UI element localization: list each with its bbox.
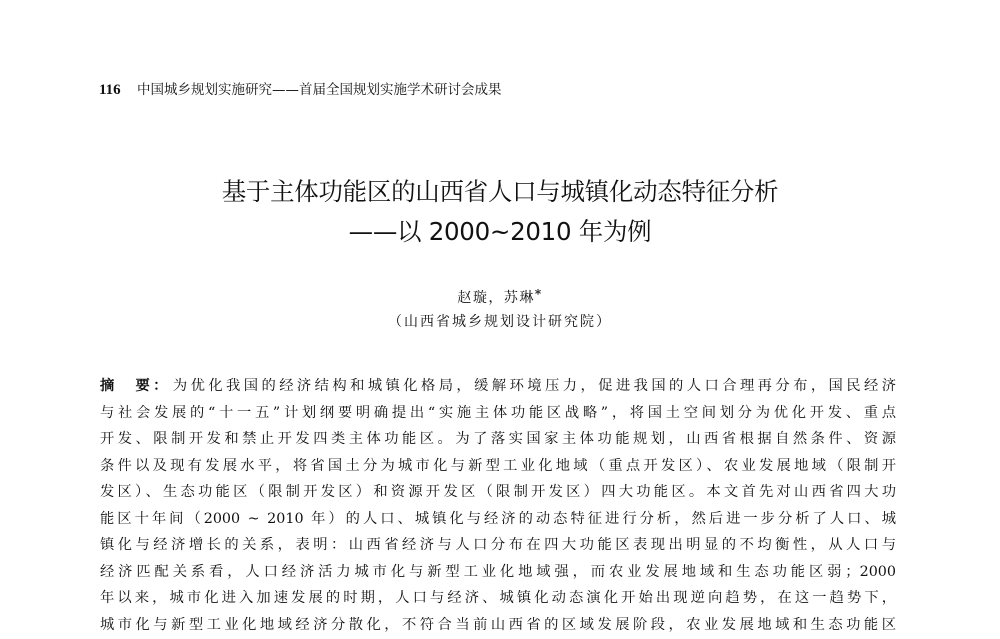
abstract-line: 能区十年间（2000 ~ 2010 年）的人口、城镇化与经济的动态特征进行分析，然后进一步分析了人口、城 — [100, 510, 896, 527]
author-names: 赵璇，苏琳 — [457, 290, 535, 306]
paper-subtitle: ——以 2000~2010 年为例 — [348, 217, 652, 246]
abstract-line: 年以来，城市化进入加速发展的时期，人口与经济、城镇化动态演化开始出现逆向趋势，在这一趋势下， — [100, 590, 896, 606]
page-number: 116 — [99, 82, 121, 98]
authors — [0, 287, 1000, 307]
running-head-text: 中国城乡规划实施研究——首届全国规划实施学术研讨会成果 — [136, 82, 502, 98]
paper-title: 基于主体功能区的山西省人口与城镇化动态特征分析 — [221, 177, 779, 206]
affiliation: （山西省城乡规划设计研究院） — [388, 314, 612, 330]
abstract-line: 发区）、生态功能区（限制开发区）和资源开发区（限制开发区）四大功能区。本文首先对山西省四大功 — [100, 484, 896, 500]
abstract-line: 经济匹配关系看，人口经济活力城市化与新型工业化地域强，而农业发展地域和生态功能区弱；2000 — [100, 563, 896, 580]
abstract — [100, 373, 896, 638]
abstract-line: 镇化与经济增长的关系，表明：山西省经济与人口分布在四大功能区表现出明显的不均衡性，从人口与 — [100, 537, 896, 553]
abstract-label: 摘 要： — [100, 378, 171, 394]
author-footnote-mark: * — [534, 287, 543, 301]
abstract-line: 摘 要： 为优化我国的经济结构和城镇化格局，缓解环境压力，促进我国的人口合理再分布，国民经济 — [100, 378, 897, 394]
abstract-line: 与社会发展的“十一五”计划纲要明确提出“实施主体功能区战略”，将国土空间划分为优化开发、重点 — [100, 404, 896, 421]
running-head — [99, 78, 501, 99]
abstract-line: 条件以及现有发展水平，将省国土分为城市化与新型工业化地域（重点开发区）、农业发展地域（限制开 — [100, 457, 896, 474]
abstract-line: 城市化与新型工业化地域经济分散化，不符合当前山西省的区域发展阶段，农业发展地域和生态功能区 — [100, 616, 896, 633]
abstract-line: 开发、限制开发和禁止开发四类主体功能区。为了落实国家主体功能规划，山西省根据自然条件、资源 — [100, 431, 896, 447]
